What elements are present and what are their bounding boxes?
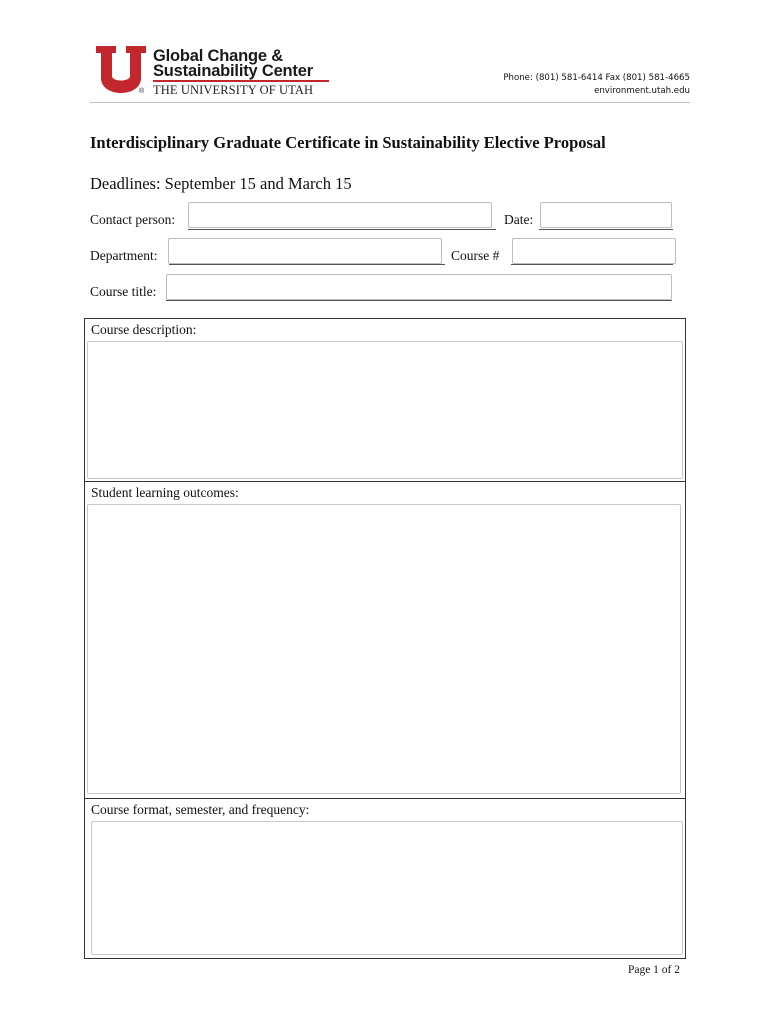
date-label: Date: — [504, 212, 534, 227]
website-text: environment.utah.edu — [594, 86, 690, 96]
course-format-section — [84, 798, 686, 959]
logo-title-line2: Sustainability Center — [153, 62, 313, 80]
course-description-label: Course description: — [91, 322, 197, 337]
course-description-section — [84, 318, 686, 482]
contact-person-underline — [188, 229, 496, 230]
deadlines-text: Deadlines: September 15 and March 15 — [90, 174, 352, 193]
course-number-label: Course # — [451, 248, 500, 263]
logo-title-line1: Global Change & — [153, 47, 283, 65]
date-input[interactable] — [540, 202, 672, 228]
course-number-underline — [511, 264, 673, 265]
course-format-label: Course format, semester, and frequency: — [91, 802, 310, 817]
contact-info — [503, 72, 690, 98]
course-format-textarea[interactable] — [91, 821, 683, 955]
learning-outcomes-section — [84, 481, 686, 799]
course-title-input[interactable] — [166, 274, 672, 300]
form-title: Interdisciplinary Graduate Certificate in Sustainability Elective Proposal — [90, 133, 606, 152]
department-label: Department: — [90, 248, 158, 263]
course-description-textarea[interactable] — [87, 341, 683, 479]
department-underline — [169, 264, 445, 265]
learning-outcomes-label: Student learning outcomes: — [91, 485, 239, 500]
learning-outcomes-textarea[interactable] — [87, 504, 681, 794]
course-title-underline — [166, 300, 672, 301]
registered-mark: ® — [139, 88, 145, 95]
logo-divider — [153, 80, 329, 82]
page-number: Page 1 of 2 — [627, 964, 680, 976]
header-divider — [90, 102, 690, 103]
course-title-label: Course title: — [90, 284, 157, 299]
logo-university-name: THE UNIVERSITY OF UTAH — [153, 83, 314, 97]
contact-person-label: Contact person: — [90, 212, 176, 227]
course-number-input[interactable] — [512, 238, 676, 264]
date-underline — [539, 229, 673, 230]
phone-fax: Phone: (801) 581-6414 Fax (801) 581-4665 — [503, 73, 690, 83]
contact-person-input[interactable] — [188, 202, 492, 228]
department-input[interactable] — [168, 238, 442, 264]
